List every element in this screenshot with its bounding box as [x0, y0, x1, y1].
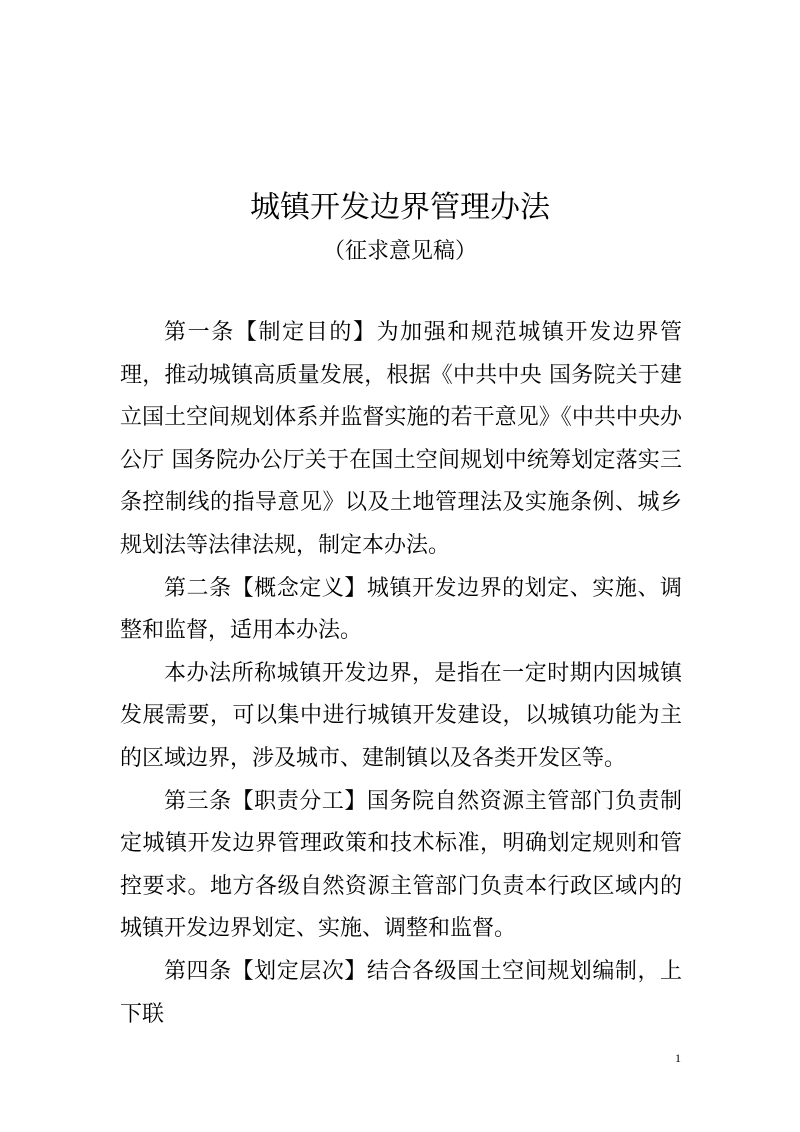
paragraph-definition: 本办法所称城镇开发边界，是指在一定时期内因城镇发展需要，可以集中进行城镇开发建设，以城镇功能为主的区域边界，涉及城市、建制镇以及各类开发区等。 [120, 660, 682, 771]
page-number: 1 [675, 1051, 681, 1065]
document-subtitle: （征求意见稿） [322, 239, 477, 264]
paragraph-article-1: 第一条【制定目的】为加强和规范城镇开发边界管理，推动城镇高质量发展，根据《中共中央 国务院关于建立国土空间规划体系并监督实施的若干意见》《中共中央办公厅 国务院办公厅关于在国土空间规划中统筹划定落实三条控制线的指导意见》以及土地管理法及实施条例、城乡规划法等法律法规，制定本办法。 [120, 320, 682, 558]
paragraph-article-3: 第三条【职责分工】国务院自然资源主管部门负责制定城镇开发边界管理政策和技术标准，明确划定规则和管控要求。地方各级自然资源主管部门负责本行政区域内的城镇开发边界划定、实施、调整和监督。 [120, 788, 682, 942]
paragraph-article-4: 第四条【划定层次】结合各级国土空间规划编制，上下联 [120, 958, 682, 1027]
paragraph-article-2: 第二条【概念定义】城镇开发边界的划定、实施、调整和监督，适用本办法。 [120, 575, 682, 644]
document-body [120, 312, 682, 1036]
document-title: 城镇开发边界管理办法 [250, 190, 550, 225]
